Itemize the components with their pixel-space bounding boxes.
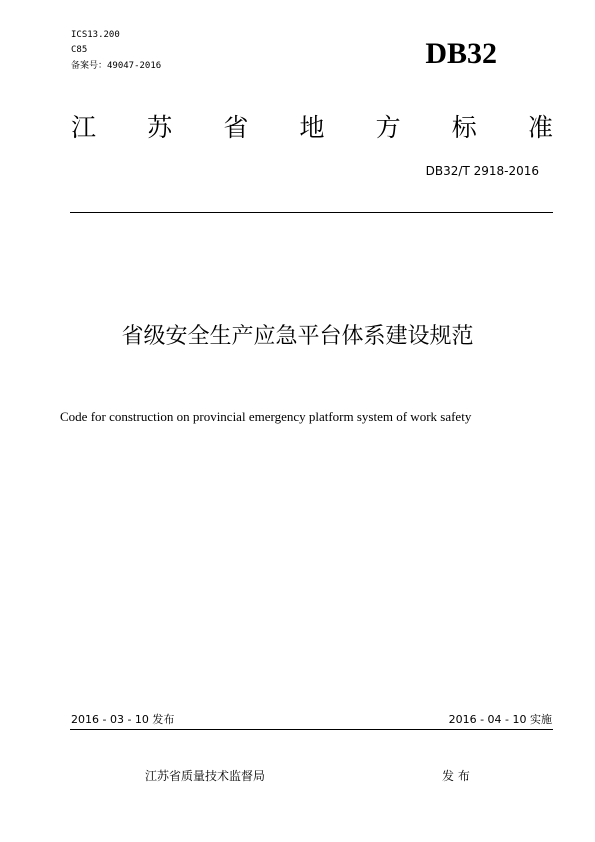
title-chinese: 省级安全生产应急平台体系建设规范 (121, 324, 474, 349)
filing-number: 备案号：49047-2016 (71, 61, 162, 71)
standard-type-char: 苏 (147, 113, 173, 142)
standard-type-char: 地 (299, 113, 325, 142)
standard-type-char: 标 (451, 113, 477, 142)
standard-number: DB32/T 2918-2016 (425, 164, 539, 178)
standard-type-heading (71, 112, 553, 144)
standard-code-logo: DB32 (425, 37, 497, 70)
implementation-date: 2016 - 04 - 10 实施 (448, 713, 552, 726)
ccs-code: C85 (71, 45, 88, 55)
title-english: Code for construction on provincial emergency platform system of work safety (60, 409, 472, 424)
issuing-authority: 江苏省质量技术监督局 (145, 769, 266, 783)
publish-label: 发 布 (442, 769, 470, 783)
standard-type-char: 江 (71, 113, 97, 142)
issue-date: 2016 - 03 - 10 发布 (71, 713, 175, 726)
standard-type-char: 方 (375, 113, 401, 142)
standard-type-char: 准 (527, 113, 553, 142)
bottom-divider (70, 729, 553, 730)
top-divider (70, 212, 553, 213)
standard-type-char: 省 (223, 113, 249, 142)
ics-code: ICS13.200 (71, 30, 120, 40)
